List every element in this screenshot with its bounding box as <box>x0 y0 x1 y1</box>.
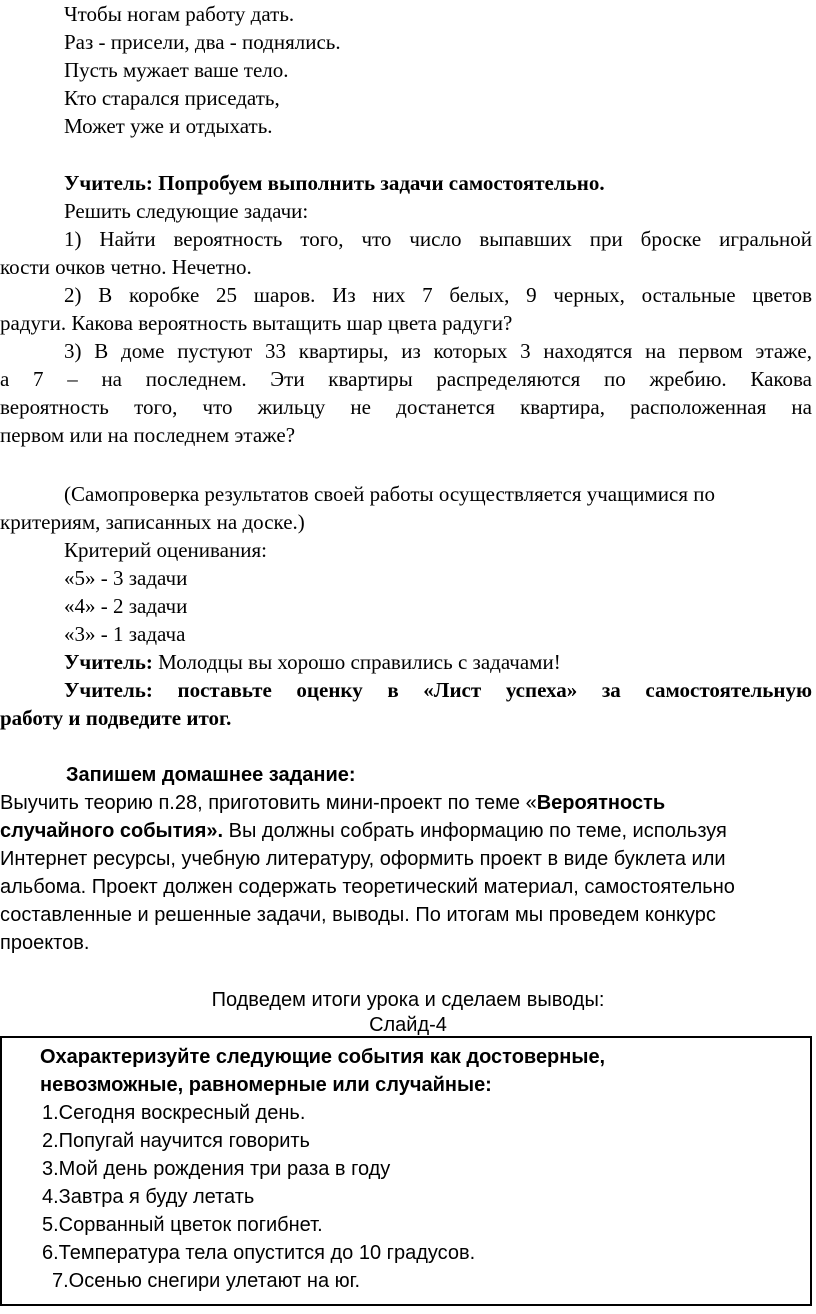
homework-line: составленные и решенные задачи, выводы. По итогам мы проведем конкурс <box>0 904 716 926</box>
criteria-item: «4» - 2 задачи <box>64 594 188 618</box>
teacher-instruction-line: Учитель: поставьте оценку в «Лист успеха» за самостоятельную <box>64 678 812 702</box>
teacher-praise-text: Молодцы вы хорошо справились с задачами! <box>152 650 561 674</box>
slide-item: 4.Завтра я буду летать <box>42 1186 255 1208</box>
slide-item: 7.Осенью снегири улетают на юг. <box>52 1270 361 1292</box>
summary-line: Подведем итоги урока и сделаем выводы: <box>211 989 605 1011</box>
self-check-line: (Самопроверка результатов своей работы осуществляется учащимися по <box>64 482 716 506</box>
slide-item: 6.Температура тела опустится до 10 градусов. <box>42 1242 476 1264</box>
slide-label: Слайд-4 <box>369 1014 447 1036</box>
homework-heading: Запишем домашнее задание: <box>66 764 356 786</box>
teacher-instruction-line: работу и подведите итог. <box>0 706 232 730</box>
poem-line: Может уже и отдыхать. <box>64 114 273 138</box>
task-3-line: 3) В доме пустуют 33 квартиры, из которых 3 находятся на первом этаже, <box>64 339 812 363</box>
poem-line: Пусть мужает ваше тело. <box>64 58 289 82</box>
homework-line: проектов. <box>0 932 90 954</box>
poem-line: Кто старался приседать, <box>64 86 280 110</box>
task-1-line: кости очков четно. Нечетно. <box>0 255 252 279</box>
homework-line <box>0 789 665 817</box>
slide-item: 3.Мой день рождения три раза в году <box>42 1158 391 1180</box>
poem-line: Чтобы ногам работу дать. <box>64 2 295 26</box>
teacher-label: Учитель: <box>64 650 153 674</box>
criteria-item: «5» - 3 задачи <box>64 566 188 590</box>
poem-line: Раз - присели, два - поднялись. <box>64 30 341 54</box>
teacher-praise <box>64 648 561 676</box>
homework-topic: Вероятность <box>536 792 666 814</box>
task-1-line: 1) Найти вероятность того, что число выпавших при броске игральной <box>64 227 812 251</box>
tasks-intro: Решить следующие задачи: <box>64 199 309 223</box>
task-3-line: а 7 – на последнем. Эти квартиры распределяются по жребию. Какова <box>0 367 812 391</box>
task-3-line: вероятность того, что жильцу не достанется квартира, расположенная на <box>0 395 812 419</box>
slide-item: 5.Сорванный цветок погибнет. <box>42 1214 323 1236</box>
slide-item: 1.Сегодня воскресный день. <box>42 1102 306 1124</box>
homework-line: Интернет ресурсы, учебную литературу, оформить проект в виде буклета или <box>0 848 726 870</box>
homework-text: Вы должны собрать информацию по теме, используя <box>223 820 727 842</box>
homework-line <box>0 817 727 845</box>
task-3-line: первом или на последнем этаже? <box>0 423 296 447</box>
homework-line: альбома. Проект должен содержать теоретический материал, самостоятельно <box>0 876 735 898</box>
slide-heading: Охарактеризуйте следующие события как достоверные, <box>40 1046 606 1068</box>
criteria-title: Критерий оценивания: <box>64 538 267 562</box>
task-2-line: 2) В коробке 25 шаров. Из них 7 белых, 9 черных, остальные цветов <box>64 283 812 307</box>
self-check-line: критериям, записанных на доске.) <box>0 510 305 534</box>
slide-item: 2.Попугай научится говорить <box>42 1130 310 1152</box>
criteria-item: «3» - 1 задача <box>64 622 186 646</box>
independent-work-heading: Учитель: Попробуем выполнить задачи самостоятельно. <box>64 171 605 195</box>
homework-text: Выучить теорию п.28, приготовить мини-проект по теме « <box>0 792 537 814</box>
slide-heading: невозможные, равномерные или случайные: <box>40 1074 492 1096</box>
homework-topic: случайного события». <box>0 820 224 842</box>
task-2-line: радуги. Какова вероятность вытащить шар цвета радуги? <box>0 311 513 335</box>
